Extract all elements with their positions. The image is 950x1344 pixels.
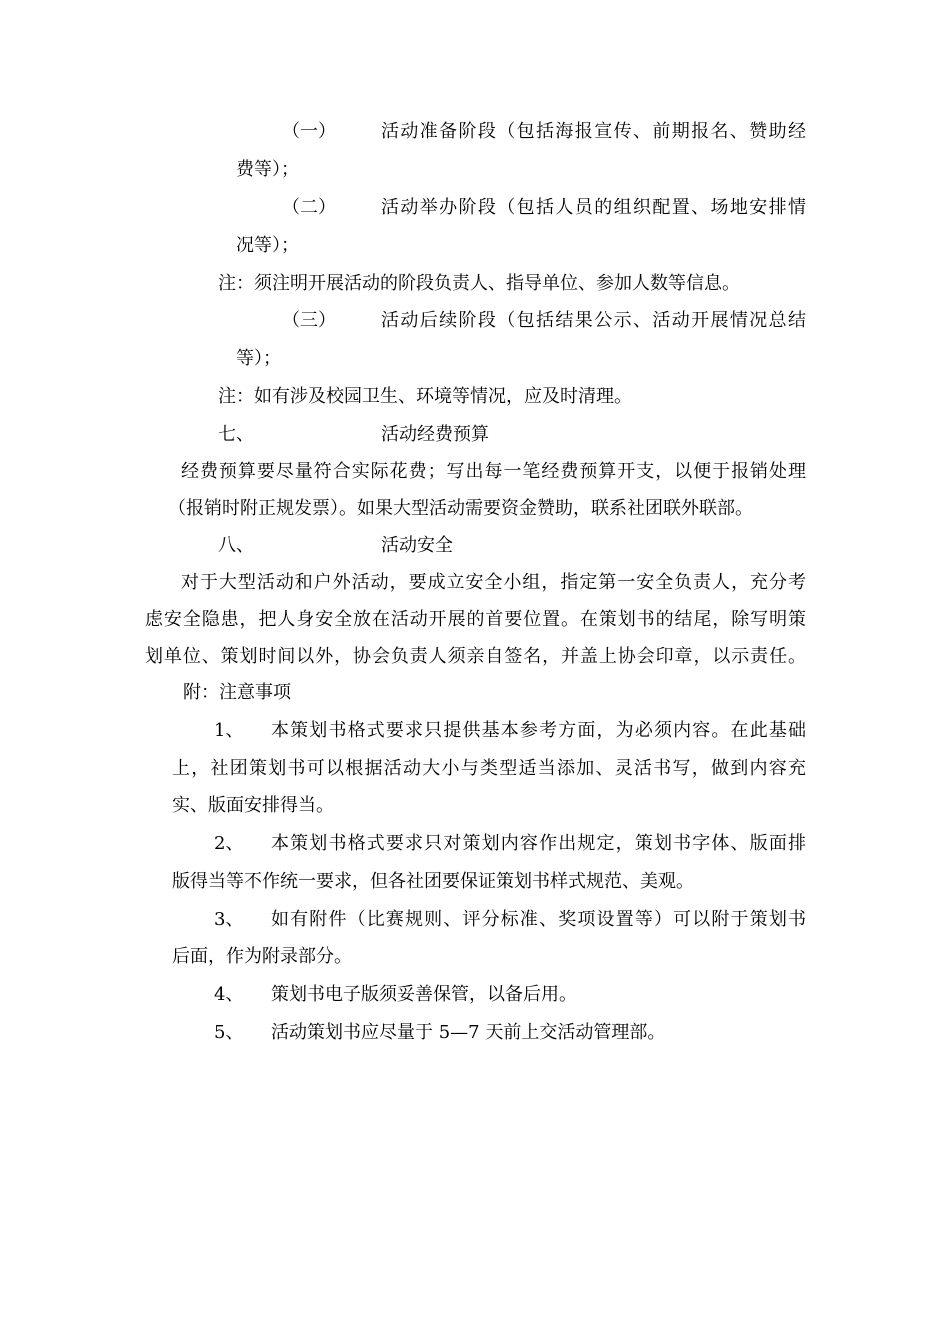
paragraph-line: 虑安全隐患，把人身安全放在活动开展的首要位置。在策划书的结尾，除写明策 xyxy=(145,609,806,630)
note-text: 注：如有涉及校园卫生、环境等情况，应及时清理。 xyxy=(218,386,632,407)
appendix-item-line: 本策划书格式要求只提供基本参考方面，为必须内容。在此基础 xyxy=(271,720,806,741)
stage-marker: （一） xyxy=(282,121,336,142)
paragraph-line: 经费预算要尽量符合实际花费；写出每一笔经费预算开支，以便于报销处理 xyxy=(181,461,806,482)
appendix-item-line: 本策划书格式要求只对策划内容作出规定，策划书字体、版面排 xyxy=(271,833,806,854)
appendix-item-line: 后面，作为附录部分。 xyxy=(172,946,352,967)
appendix-item-line: 版得当等不作统一要求，但各社团要保证策划书样式规范、美观。 xyxy=(172,871,694,892)
stage-text-line: 况等）； xyxy=(236,235,299,256)
appendix-item-line: 上，社团策划书可以根据活动大小与类型适当添加、灵活书写，做到内容充 xyxy=(172,758,806,779)
stage-text-line: 活动举办阶段（包括人员的组织配置、场地安排情 xyxy=(381,197,806,218)
section-heading: 活动安全 xyxy=(381,535,453,556)
paragraph-line: 对于大型活动和户外活动，要成立安全小组，指定第一安全负责人，充分考 xyxy=(181,572,806,593)
appendix-title: 附：注意事项 xyxy=(183,682,291,703)
stage-marker: （三） xyxy=(282,310,336,331)
appendix-item-number: 5、 xyxy=(214,1022,244,1043)
appendix-item-number: 2、 xyxy=(214,833,244,854)
appendix-item-line: 如有附件（比赛规则、评分标准、奖项设置等）可以附于策划书 xyxy=(271,909,806,930)
appendix-item-line: 活动策划书应尽量于 5—7 天前上交活动管理部。 xyxy=(271,1022,666,1043)
paragraph-line: （报销时附正规发票）。如果大型活动需要资金赞助，联系社团联外联部。 xyxy=(168,498,753,519)
appendix-item-number: 3、 xyxy=(214,909,244,930)
section-heading: 活动经费预算 xyxy=(381,424,489,445)
note-text: 注：须注明开展活动的阶段负责人、指导单位、参加人数等信息。 xyxy=(218,273,740,294)
appendix-item-line: 实、版面安排得当。 xyxy=(172,795,334,816)
paragraph-line: 划单位、策划时间以外，协会负责人须亲自签名，并盖上协会印章，以示责任。 xyxy=(145,646,806,667)
stage-text-line: 活动后续阶段（包括结果公示、活动开展情况总结 xyxy=(381,310,806,331)
stage-marker: （二） xyxy=(282,197,336,218)
appendix-item-line: 策划书电子版须妥善保管，以备后用。 xyxy=(271,984,577,1005)
section-number: 八、 xyxy=(218,535,254,556)
appendix-item-number: 1、 xyxy=(214,720,244,741)
appendix-item-number: 4、 xyxy=(214,984,244,1005)
stage-text-line: 费等）； xyxy=(236,159,299,180)
stage-text-line: 活动准备阶段（包括海报宣传、前期报名、赞助经 xyxy=(381,121,806,142)
stage-text-line: 等）； xyxy=(236,348,281,369)
section-number: 七、 xyxy=(218,424,254,445)
